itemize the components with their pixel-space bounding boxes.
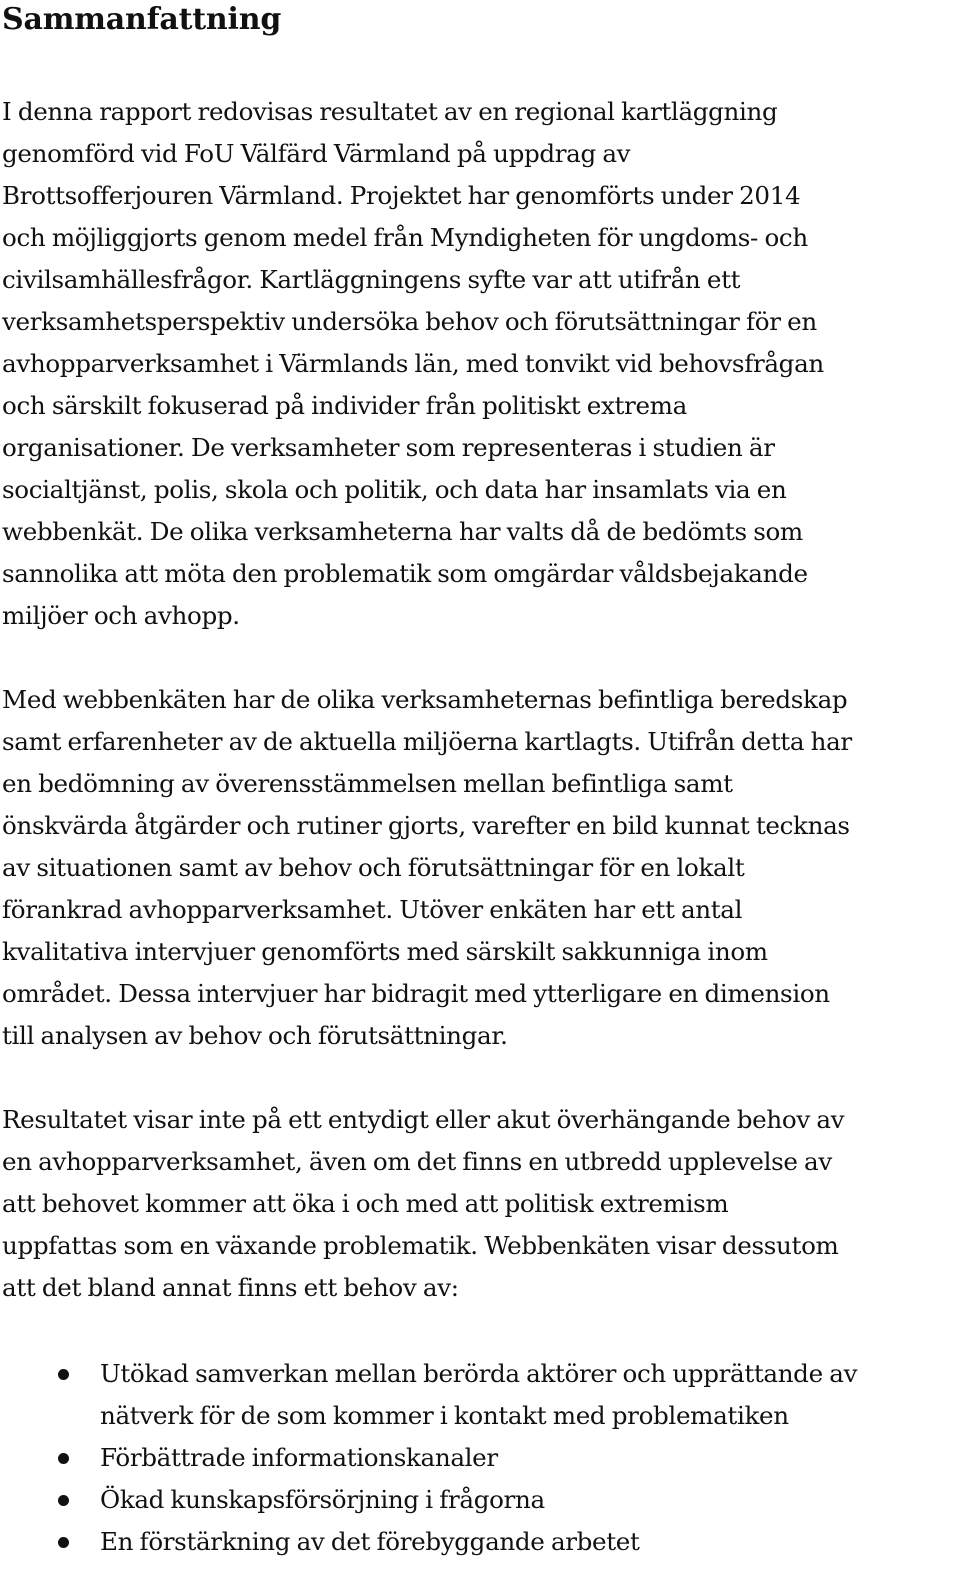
text-line: miljöer och avhopp.: [2, 601, 240, 630]
text-line: sannolika att möta den problematik som omgärdar våldsbejakande: [2, 559, 808, 588]
text-line: Ökad kunskapsförsörjning i frågorna: [100, 1485, 545, 1514]
bullet-item: [0, 1437, 958, 1479]
text-line: organisationer. De verksamheter som representeras i studien är: [2, 433, 775, 462]
text-line: av situationen samt av behov och förutsättningar för en lokalt: [2, 853, 745, 882]
bullet-icon: [58, 1453, 69, 1464]
bullet-item: [0, 1353, 958, 1437]
text-line: uppfattas som en växande problematik. Webbenkäten visar dessutom: [2, 1231, 839, 1260]
text-line: kvalitativa intervjuer genomförts med särskilt sakkunniga inom: [2, 937, 768, 966]
text-line: och särskilt fokuserad på individer från politiskt extrema: [2, 391, 687, 420]
needs-bullet-list: [0, 1353, 958, 1563]
text-line: en bedömning av överensstämmelsen mellan befintliga samt: [2, 769, 733, 798]
text-line: genomförd vid FoU Välfärd Värmland på uppdrag av: [2, 139, 631, 168]
text-line: civilsamhällesfrågor. Kartläggningens syfte var att utifrån ett: [2, 265, 741, 294]
summary-paragraph-2: [2, 679, 954, 1057]
text-line: Utökad samverkan mellan berörda aktörer och upprättande av: [100, 1359, 858, 1388]
text-line: området. Dessa intervjuer har bidragit med ytterligare en dimension: [2, 979, 830, 1008]
text-line: Med webbenkäten har de olika verksamheternas befintliga beredskap: [2, 685, 848, 714]
text-line: Resultatet visar inte på ett entydigt eller akut överhängande behov av: [2, 1105, 845, 1134]
text-line: en avhopparverksamhet, även om det finns en utbredd upplevelse av: [2, 1147, 832, 1176]
text-line: önskvärda åtgärder och rutiner gjorts, varefter en bild kunnat tecknas: [2, 811, 850, 840]
text-line: avhopparverksamhet i Värmlands län, med tonvikt vid behovsfrågan: [2, 349, 824, 378]
text-line: I denna rapport redovisas resultatet av en regional kartläggning: [2, 97, 778, 126]
text-line: webbenkät. De olika verksamheterna har valts då de bedömts som: [2, 517, 803, 546]
bullet-item: [0, 1479, 958, 1521]
text-line: socialtjänst, polis, skola och politik, och data har insamlats via en: [2, 475, 787, 504]
bullet-item: [0, 1521, 958, 1563]
text-line: verksamhetsperspektiv undersöka behov och förutsättningar för en: [2, 307, 817, 336]
text-line: att det bland annat finns ett behov av:: [2, 1273, 459, 1302]
page-title: Sammanfattning: [2, 2, 282, 37]
bullet-icon: [58, 1537, 69, 1548]
text-line: att behovet kommer att öka i och med att politisk extremism: [2, 1189, 729, 1218]
bullet-icon: [58, 1495, 69, 1506]
text-line: En förstärkning av det förebyggande arbetet: [100, 1527, 640, 1556]
text-line: nätverk för de som kommer i kontakt med problematiken: [100, 1401, 789, 1430]
summary-paragraph-1: [2, 91, 954, 637]
text-line: förankrad avhopparverksamhet. Utöver enkäten har ett antal: [2, 895, 743, 924]
text-line: Brottsofferjouren Värmland. Projektet har genomförts under 2014: [2, 181, 801, 210]
text-line: samt erfarenheter av de aktuella miljöerna kartlagts. Utifrån detta har: [2, 727, 852, 756]
bullet-icon: [58, 1369, 69, 1380]
text-line: och möjliggjorts genom medel från Myndigheten för ungdoms- och: [2, 223, 808, 252]
text-line: till analysen av behov och förutsättningar.: [2, 1021, 508, 1050]
summary-paragraph-3: [2, 1099, 954, 1309]
text-line: Förbättrade informationskanaler: [100, 1443, 498, 1472]
